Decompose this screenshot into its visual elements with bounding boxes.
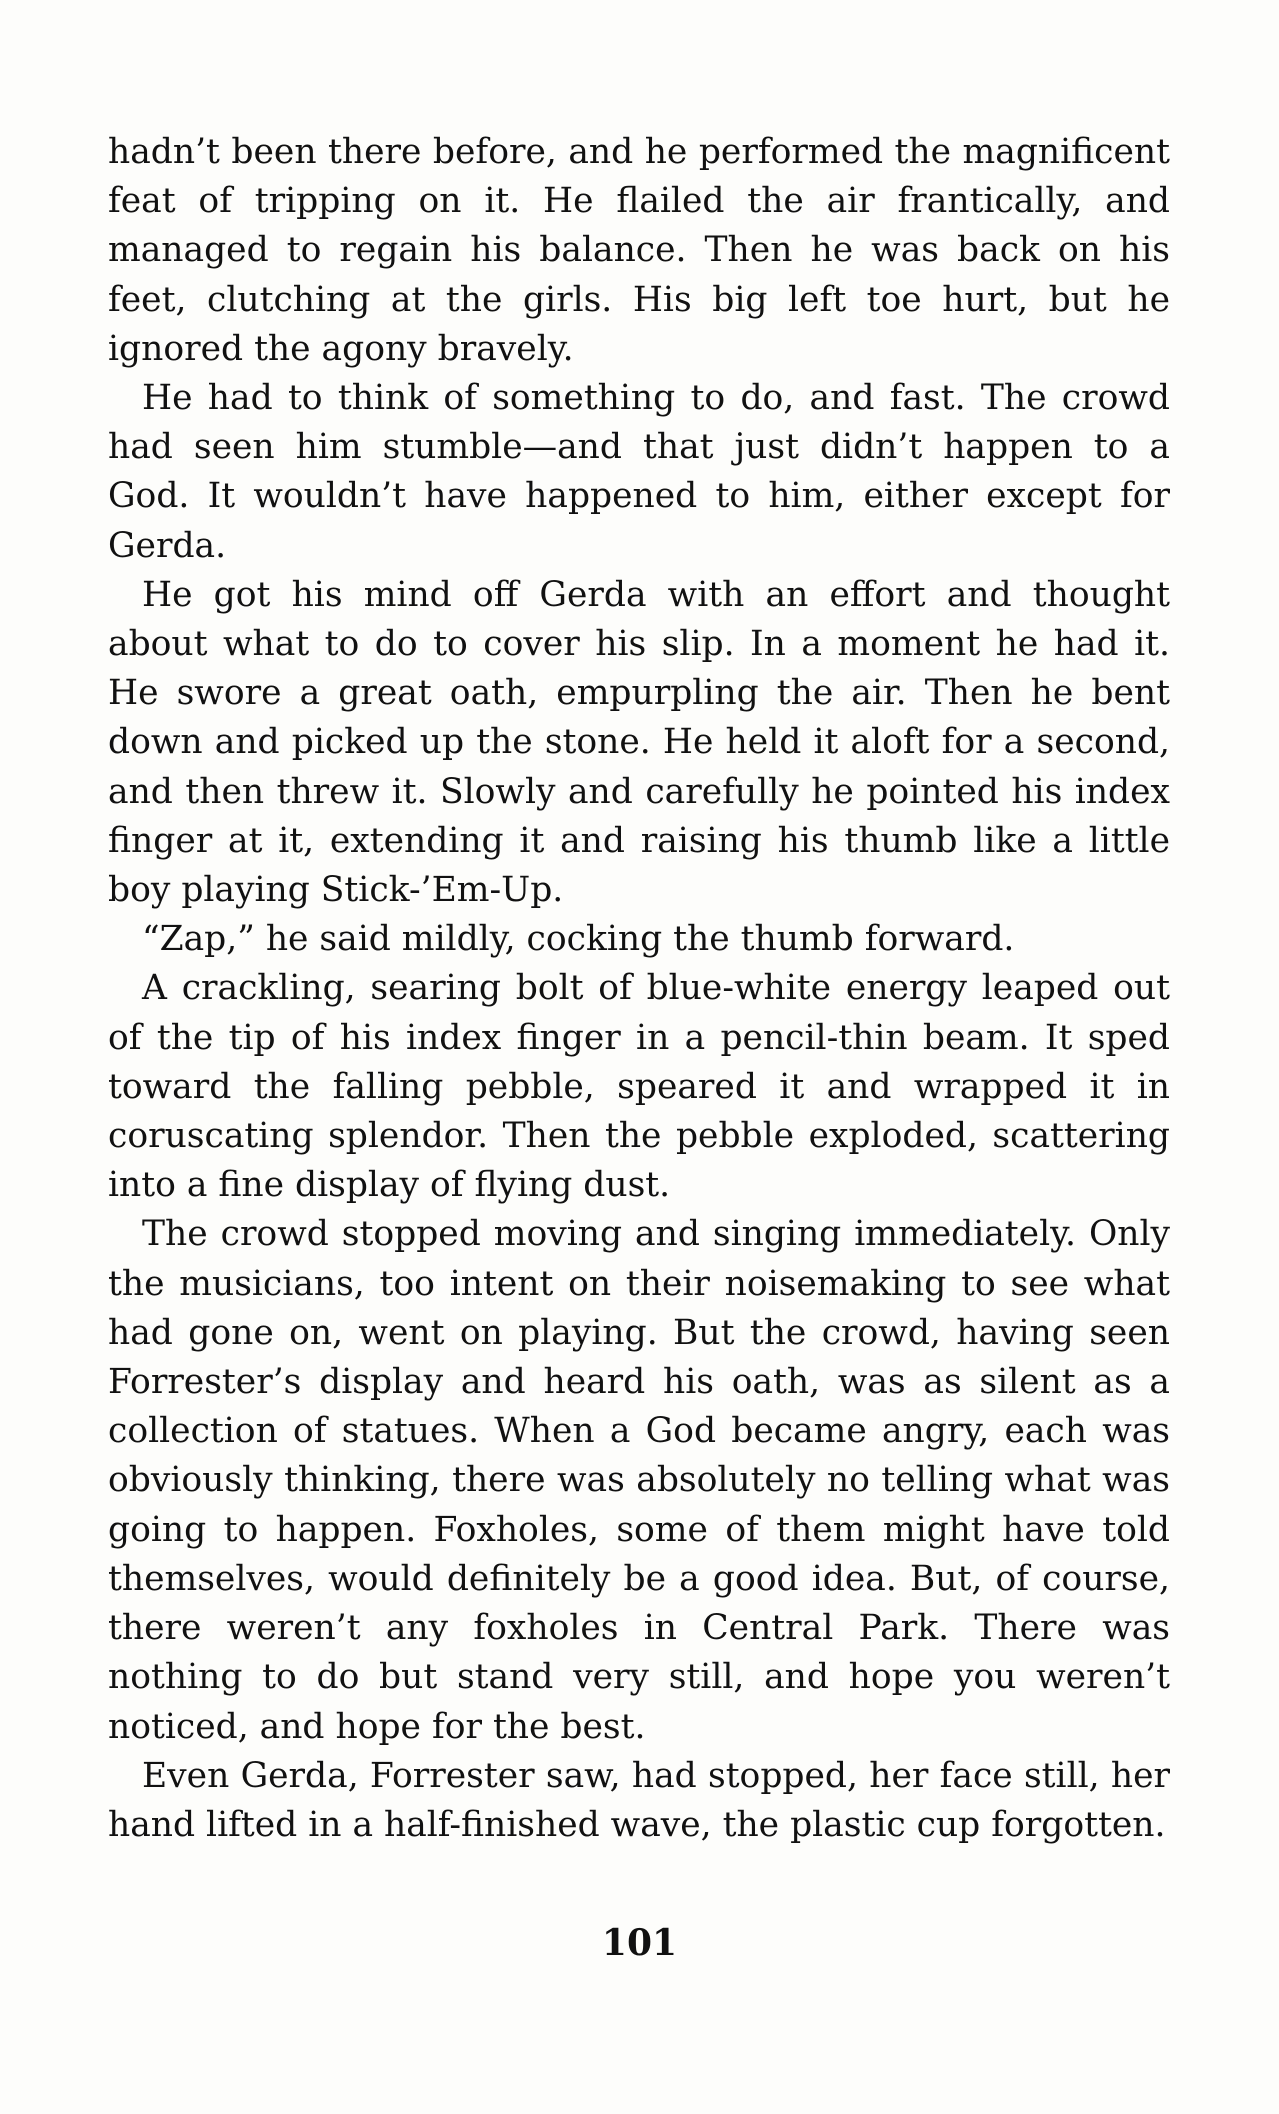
paragraph-2: He had to think of something to do, and fast. The crowd had seen him stumble—and that just didn’t happen to a God. It wouldn’t have happened to him, either except for Gerda. [108,378,1170,566]
paragraph-7: Even Gerda, Forrester saw, had stopped, her face still, her hand lifted in a half-finished wave, the plastic cup forgotten. [108,1755,1170,1845]
paragraph-1: hadn’t been there before, and he performed the magnificent feat of tripping on it. He flailed the air frantically, and managed to regain his balance. Then he was back on his feet, clutching at the girls. His big left toe hurt, but he ignored the agony bravely. [108,132,1170,369]
body-text [108,128,1170,1850]
paragraph-3: He got his mind off Gerda with an effort and thought about what to do to cover his slip. In a moment he had it. He swore a great oath, empurpling the air. Then he bent down and picked up the stone. He held it aloft for a second, and then threw it. Slowly and carefully he pointed his index finger at it, extending it and raising his thumb like a little boy playing Stick-’Em-Up. [108,574,1170,911]
paragraph-5: A crackling, searing bolt of blue-white energy leaped out of the tip of his index finger in a pencil-thin beam. It sped toward the falling pebble, speared it and wrapped it in coruscating splendor. Then the pebble exploded, scattering into a fine display of flying dust. [108,968,1170,1206]
paragraph-4: “Zap,” he said mildly, cocking the thumb forward. [142,919,1015,960]
page-number: 101 [601,1922,678,1964]
paragraph-6: The crowd stopped moving and singing immediately. Only the musicians, too intent on their noisemaking to see what had gone on, went on playing. But the crowd, having seen Forrester’s display and heard his oath, was as silent as a collection of statues. When a God became angry, each was obviously thinking, there was absolutely no telling what was going to happen. Foxholes, some of them might have told themselves, would definitely be a good idea. But, of course, there weren’t any foxholes in Central Park. There was nothing to do but stand very still, and hope you weren’t noticed, and hope for the best. [108,1214,1170,1747]
